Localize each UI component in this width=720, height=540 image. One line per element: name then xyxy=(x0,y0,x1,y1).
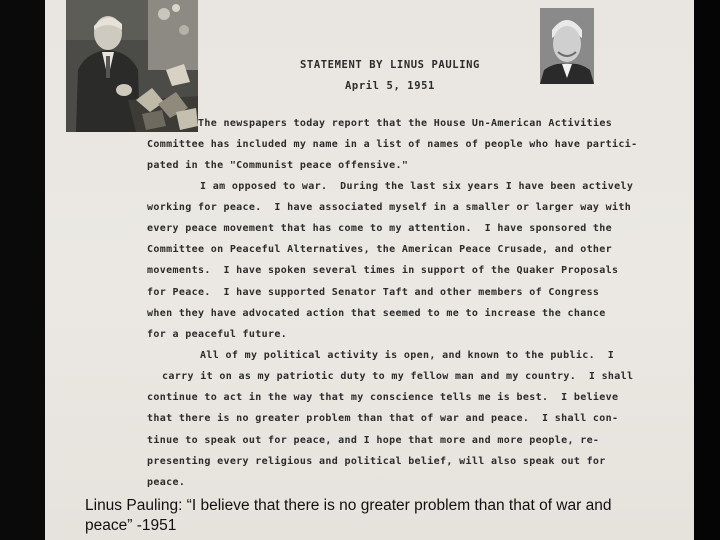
pauling-models-photo-icon xyxy=(66,0,198,132)
statement-line: every peace movement that has come to my attention. I have sponsored the xyxy=(147,223,613,234)
statement-line: tinue to speak out for peace, and I hope that more and more people, re- xyxy=(147,435,600,446)
right-black-bar xyxy=(694,0,720,540)
statement-line: carry it on as my patriotic duty to my fellow man and my country. I shall xyxy=(162,371,634,382)
caption-line-1: Linus Pauling: “I believe that there is no greater problem than that of war and xyxy=(85,497,612,514)
pauling-portrait-photo-icon xyxy=(540,8,594,84)
photo-illustration xyxy=(66,0,198,132)
statement-line: Committee on Peaceful Alternatives, the American Peace Crusade, and other xyxy=(147,244,613,255)
statement-line: that there is no greater problem than that of war and peace. I shall con- xyxy=(147,413,619,424)
statement-line: for Peace. I have supported Senator Taft and other members of Congress xyxy=(147,287,600,298)
statement-line: I am opposed to war. During the last six years I have been actively xyxy=(200,181,634,192)
statement-line: All of my political activity is open, and known to the public. I xyxy=(200,350,615,361)
statement-line: movements. I have spoken several times in support of the Quaker Proposals xyxy=(147,265,619,276)
quote-caption xyxy=(85,496,700,536)
caption-line-2: peace” -1951 xyxy=(85,517,177,534)
statement-heading: STATEMENT BY LINUS PAULING xyxy=(300,59,480,71)
portrait-illustration xyxy=(540,8,594,84)
statement-line: peace. xyxy=(147,477,186,488)
statement-line: pated in the "Communist peace offensive." xyxy=(147,160,409,171)
statement-date: April 5, 1951 xyxy=(345,80,435,92)
statement-line: The newspapers today report that the House Un-American Activities xyxy=(198,118,613,129)
statement-line: presenting every religious and political belief, will also speak out for xyxy=(147,456,606,467)
statement-line: for a peaceful future. xyxy=(147,329,288,340)
statement-line: working for peace. I have associated myself in a smaller or larger way with xyxy=(147,202,632,213)
statement-line: Committee has included my name in a list of names of people who have partici- xyxy=(147,139,638,150)
statement-line: continue to act in the way that my conscience tells me is best. I believe xyxy=(147,392,619,403)
left-black-bar xyxy=(0,0,45,540)
statement-line: when they have advocated action that seemed to me to increase the chance xyxy=(147,308,606,319)
